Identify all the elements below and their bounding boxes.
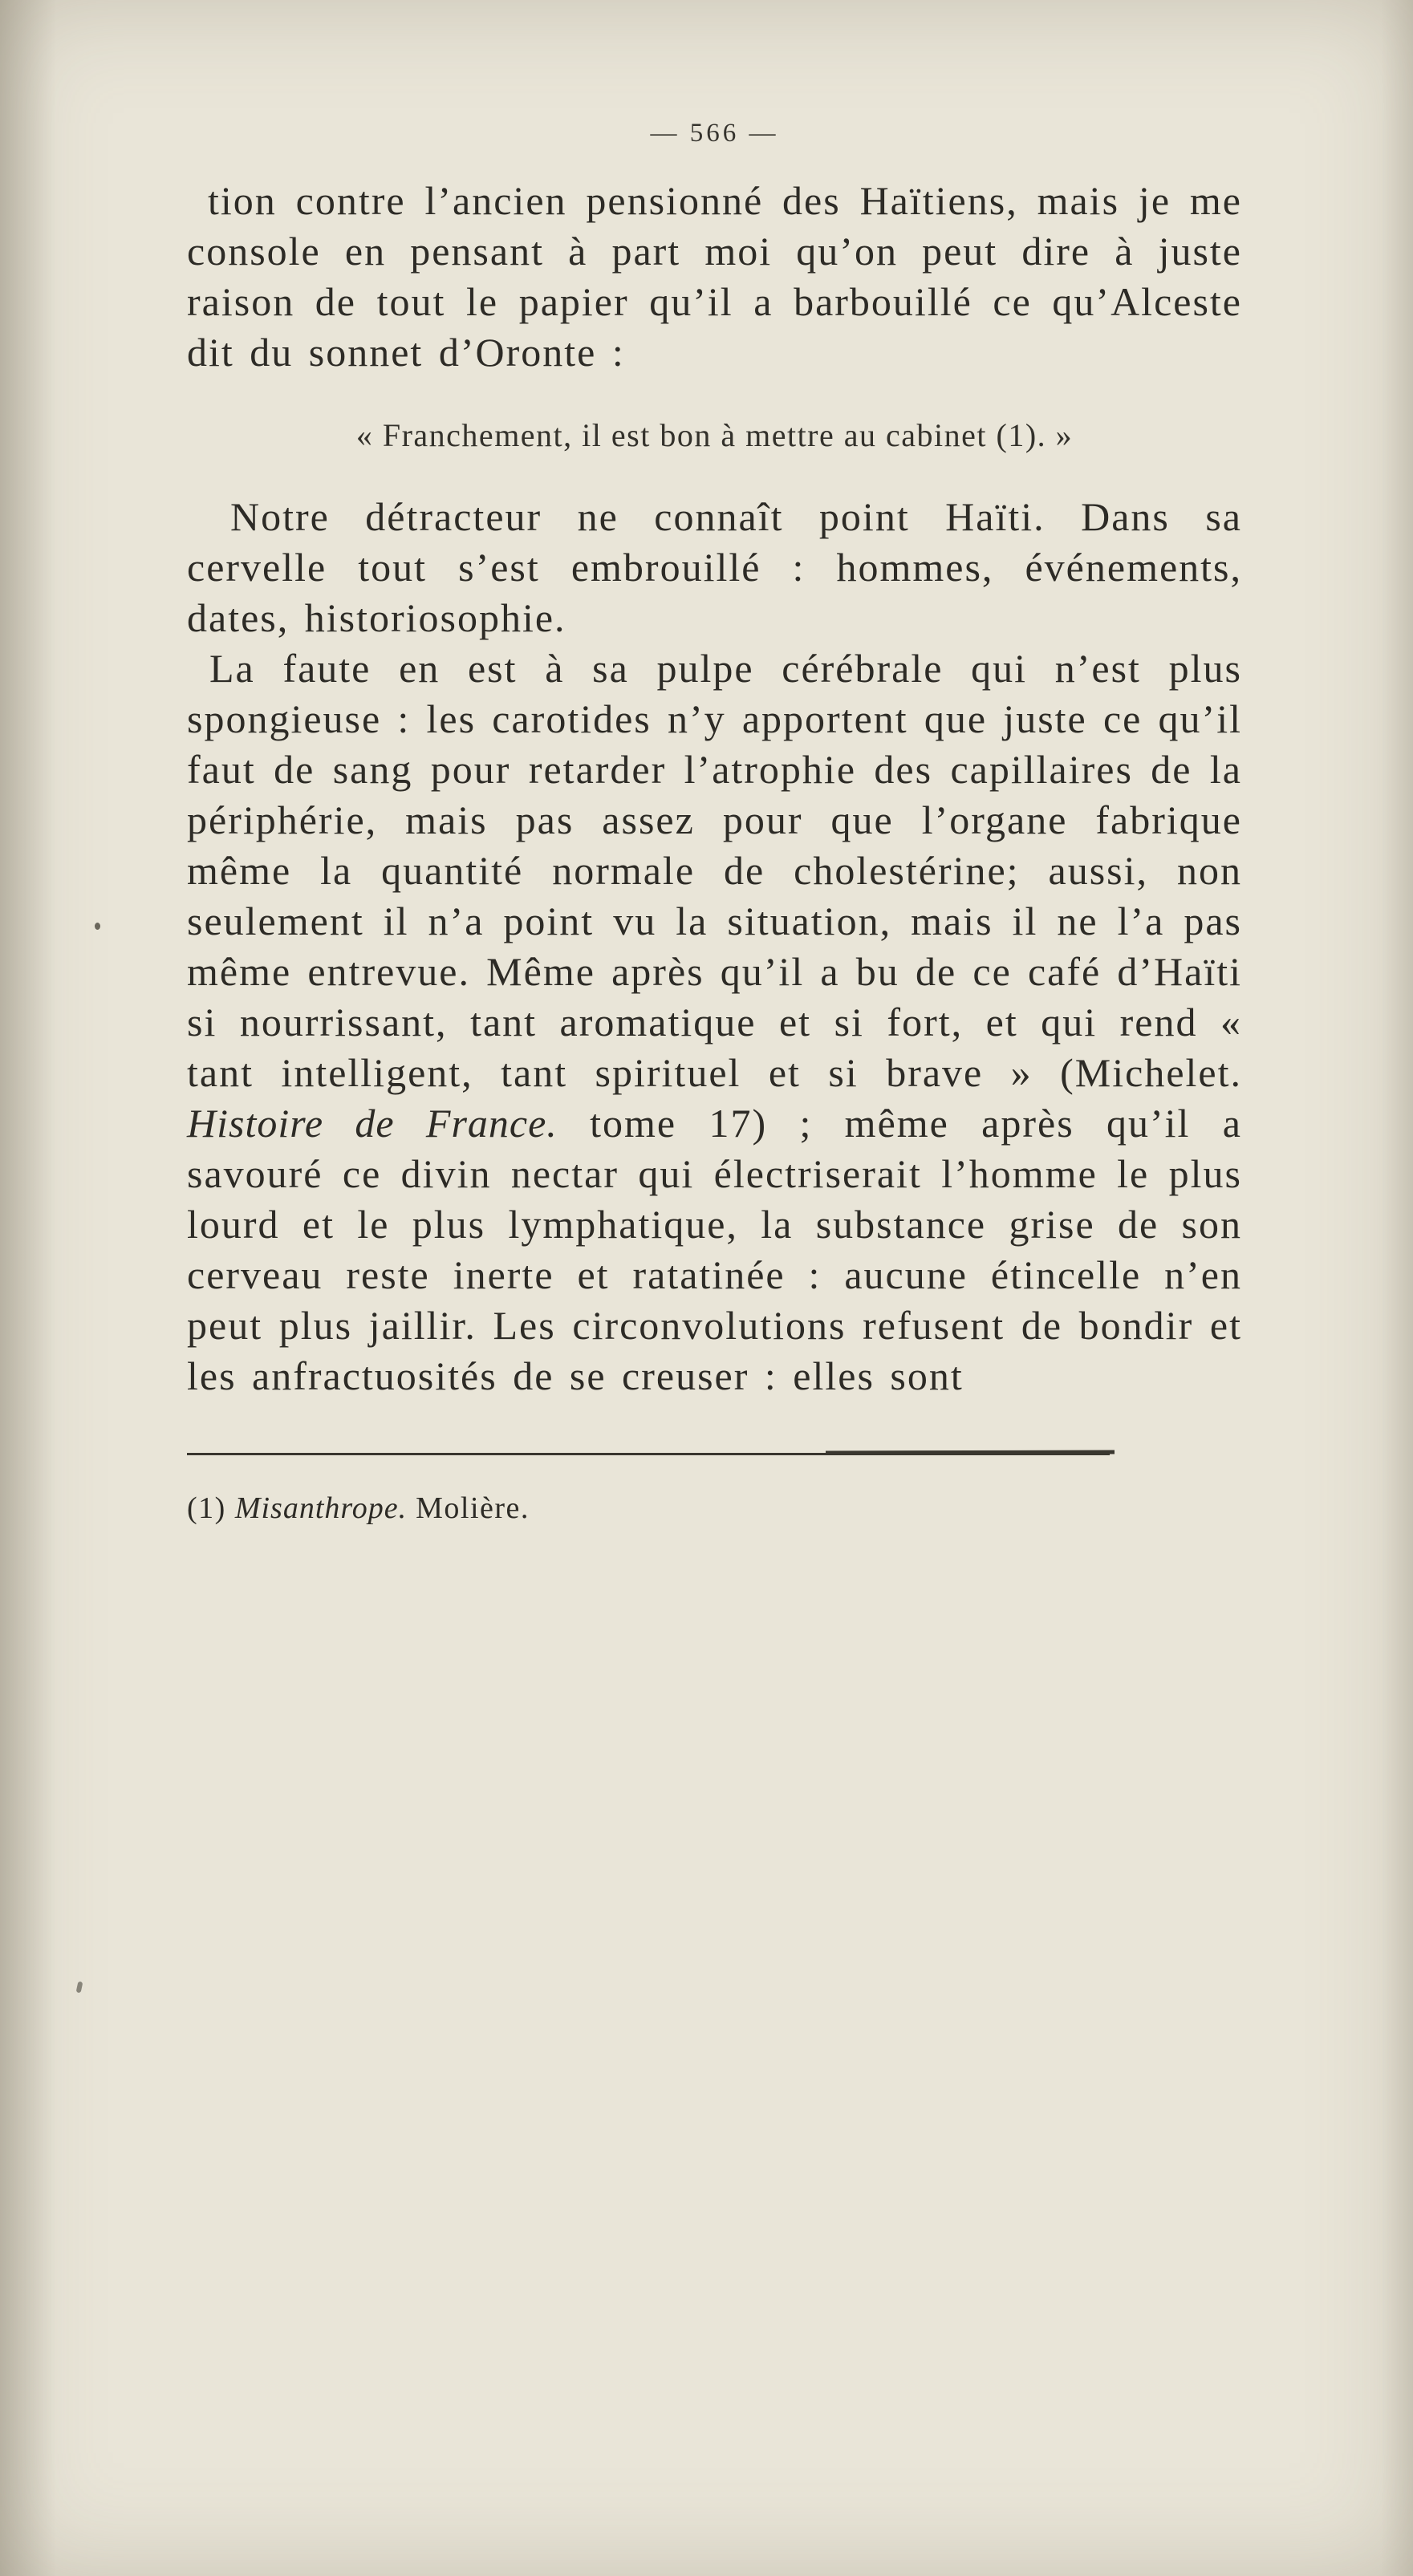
paragraph-1: tion contre l’ancien pensionné des Haïtiens, mais je me console en pensant à part moi qu’on peut dire à juste raison de tout le papier qu’il a barbouillé ce qu’Alceste dit du sonnet d’Oronte : <box>187 178 1242 375</box>
paragraph-2: Notre détracteur ne connaît point Haïti. Dans sa cervelle tout s’est embrouillé : hommes, événements, dates, historiosophie. <box>187 494 1242 640</box>
italic-work-title: Misanthrope. <box>234 1491 408 1525</box>
block-quote: « Franchement, il est bon à mettre au cabinet (1). » <box>355 417 1074 453</box>
text-segment: tome 17) ; même après qu’il a savouré ce divin nectar qui électriserait l’homme le plus lourd et le plus lymphatique, la substance grise de son cerveau reste inerte et ratatinée : aucune étincelle n’en peut plus jaillir. Les circonvolutions refusent de bondir et les anfractuosités de se creuser : elles sont <box>187 1101 1242 1398</box>
scan-speck <box>95 923 100 930</box>
italic-book-title: Histoire de France. <box>187 1101 558 1146</box>
footnote-separator-rule <box>187 1453 1110 1455</box>
footnote-author: Molière. <box>407 1491 530 1525</box>
scan-speck <box>76 1982 83 1994</box>
paragraph-3 <box>187 643 1242 1402</box>
page-number: — 566 — <box>650 119 779 148</box>
text-block <box>187 119 1242 1527</box>
footnote <box>187 1489 1242 1527</box>
footnote-marker: (1) <box>187 1491 235 1525</box>
text-segment: La faute en est à sa pulpe cérébrale qui n’est plus spongieuse : les carotides n’y apportent que juste ce qu’il faut de sang pour retarder l’atrophie des capillaires de la périphérie, mais pas assez pour que l’organe fabrique même la quantité normale de cholestérine; aussi, non seulement il n’a point vu la situation, mais il ne l’a pas même entrevue. Même après qu’il a bu de ce café d’Haïti si nourrissant, tant aromatique et si fort, et qui rend « tant intelligent, tant spirituel et si brave » (Michelet. <box>187 646 1242 1095</box>
